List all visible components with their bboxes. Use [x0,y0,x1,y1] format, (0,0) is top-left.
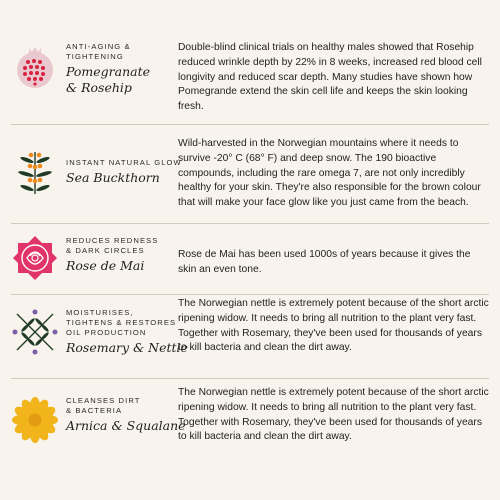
ingredient-description: Wild-harvested in the Norwegian mountains where it needs to survive -20° C (68° F) and deep snow. The 190 bioactive compounds, including the rare omega 7, are not only incredibly healthy for your skin. They're also responsible for the brown colour that will make your face glow like you just came from the beach. [178,138,481,209]
row-divider [11,124,489,125]
arnica-flower-icon [11,396,59,444]
ingredient-description: The Norwegian nettle is extremely potent because of the short arctic ripening widow. It needs to bring all nutrition to the plant very fast. Together with Rosemary, they've been used for thousands of years to kill bacteria and clean the dirt away. [178,387,489,443]
ingredient-benefit: INSTANT NATURAL GLOW [66,158,182,167]
ingredient-name: Sea Buckthorn [66,170,160,185]
row-divider [11,378,489,379]
ingredient-benefit: CLEANSES DIRT & BACTERIA [66,396,141,415]
ingredient-description: The Norwegian nettle is extremely potent because of the short arctic ripening widow. It needs to bring all nutrition to the plant very fast. Together with Rosemary, they've been used for thousands of years to kill bacteria and clean the dirt away. [178,298,489,354]
sea-buckthorn-icon [11,148,59,196]
ingredient-name: Pomegranate & Rosehip [66,64,151,95]
ingredient-benefit: REDUCES REDNESS & DARK CIRCLES [66,236,159,255]
row-divider [11,294,489,295]
ingredient-benefit: ANTI-AGING & TIGHTENING [66,42,131,61]
rose-icon [11,234,59,282]
ingredient-name: Arnica & Squalane [66,418,186,433]
ingredient-benefit: MOISTURISES, TIGHTENS & RESTORES OIL PRODUCTION [66,308,177,337]
ingredient-description: Double-blind clinical trials on healthy males showed that Rosehip reduced wrinkle depth by 22% in 8 weeks, increased red blood cell longivity and reduced scar depth. Many studies have shown how Pomegrande extend the skin cell life and keeps the skin looking fresh. [178,42,482,113]
rosemary-nettle-icon [11,308,59,356]
pomegranate-icon [11,42,59,90]
row-divider [11,223,489,224]
ingredient-description: Rose de Mai has been used 1000s of years because it gives the skin an even tone. [178,249,471,275]
ingredient-name: Rose de Mai [66,258,145,273]
ingredient-name: Rosemary & Nettle [66,340,188,355]
